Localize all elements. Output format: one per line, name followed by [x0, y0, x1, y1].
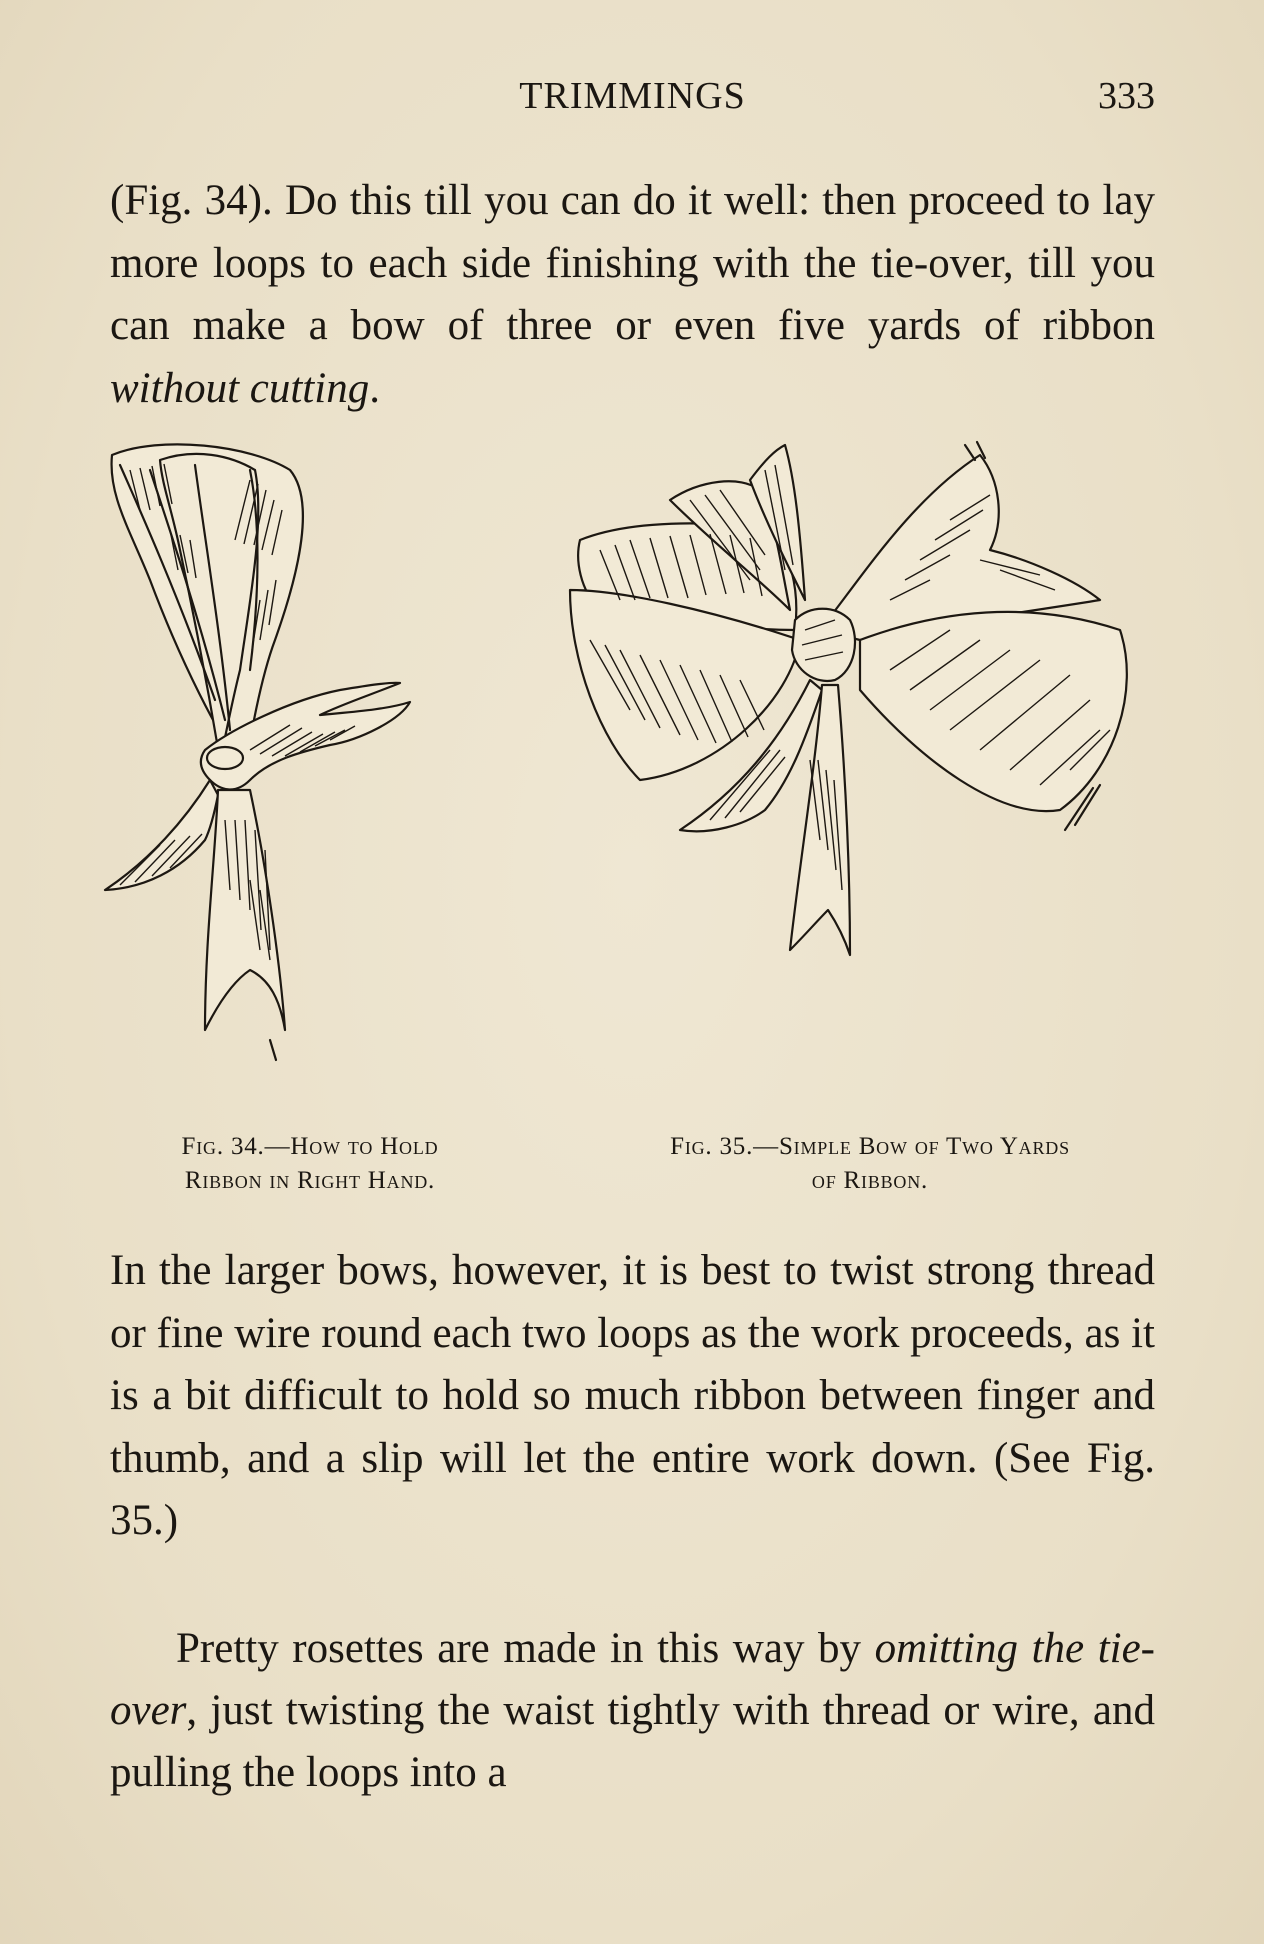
figures-row — [100, 440, 1170, 1120]
running-head — [110, 74, 1155, 124]
paragraph-3 — [110, 1618, 1155, 1804]
fig-34-caption-line-2: Ribbon in Right Hand. — [184, 1167, 436, 1194]
paragraph-3-end: , just twisting the waist tightly with thread or wire, and pulling the loops into a — [110, 1687, 1155, 1796]
paragraph-1-italic: without cutting — [110, 364, 370, 412]
fig-35-caption — [570, 1130, 1170, 1198]
paragraph-1 — [110, 170, 1155, 420]
paragraph-1-end: . — [369, 364, 380, 412]
page-number: 333 — [1098, 75, 1155, 117]
paragraph-2: In the larger bows, however, it is best to twist strong thread or fine wire round each two loops as the work proceeds, as it is a bit difficult to hold so much ribbon between finger and thumb, and a slip will let the entire work down. (See Fig. 35.) — [110, 1247, 1155, 1544]
paragraph-1-text: (Fig. 34). Do this till you can do it well: then proceed to lay more loops to each side finishing with the tie-over, till you can make a bow of three or even five yards of ribbon — [110, 177, 1155, 349]
fig-35-caption-line-1: Fig. 35.—Simple Bow of Two Yards — [670, 1133, 1070, 1160]
running-title: TRIMMINGS — [519, 75, 746, 117]
fig-34-illustration — [100, 440, 520, 1120]
fig-34-caption — [100, 1130, 520, 1198]
fig-35-illustration — [560, 440, 1180, 1120]
fig-34-caption-line-1: Fig. 34.—How to Hold — [181, 1133, 439, 1160]
paragraph-3-italic: omitting the tie-over — [110, 1625, 1155, 1734]
fig-35-caption-line-2: of Ribbon. — [811, 1167, 929, 1194]
paragraph-3-text: Pretty rosettes are made in this way by — [176, 1625, 875, 1672]
